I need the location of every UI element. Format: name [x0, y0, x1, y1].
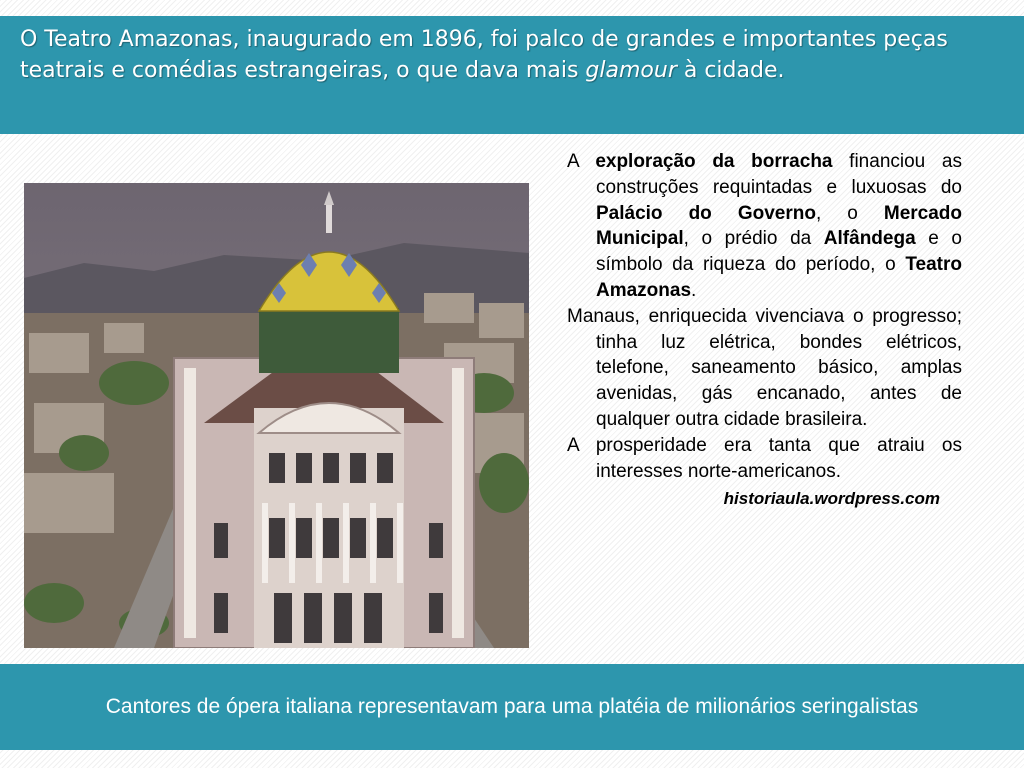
teatro-amazonas-photo	[24, 183, 529, 648]
source-credit: historiaula.wordpress.com	[723, 489, 940, 509]
paragraph-prosperidade: A prosperidade era tanta que atraiu os interesses norte-americanos.	[567, 434, 962, 482]
paragraph-borracha: A exploração da borracha financiou as construções requintadas e luxuosas do Palácio do Governo, o Mercado Municipal, o prédio da Alfândega e o símbolo da riqueza do período, o Teatro Amazonas.	[567, 151, 963, 301]
footer-caption: Cantores de ópera italiana representavam para uma platéia de milionários seringalistas	[105, 695, 919, 718]
slide-title	[20, 24, 1020, 86]
title-emphasis: glamour	[585, 58, 677, 83]
main-text	[567, 149, 962, 512]
title-text: O Teatro Amazonas, inaugurado em 1896, foi palco de grandes e importantes peças teatrais e comédias estrangeiras, o que dava mais	[20, 27, 948, 83]
footer-band	[0, 664, 1024, 750]
title-text-end: à cidade.	[676, 58, 785, 83]
paragraph-manaus: Manaus, enriquecida vivenciava o progresso; tinha luz elétrica, bondes elétricos, telefone, saneamento básico, amplas avenidas, gás encanado, antes de qualquer outra cidade brasileira.	[567, 305, 962, 430]
